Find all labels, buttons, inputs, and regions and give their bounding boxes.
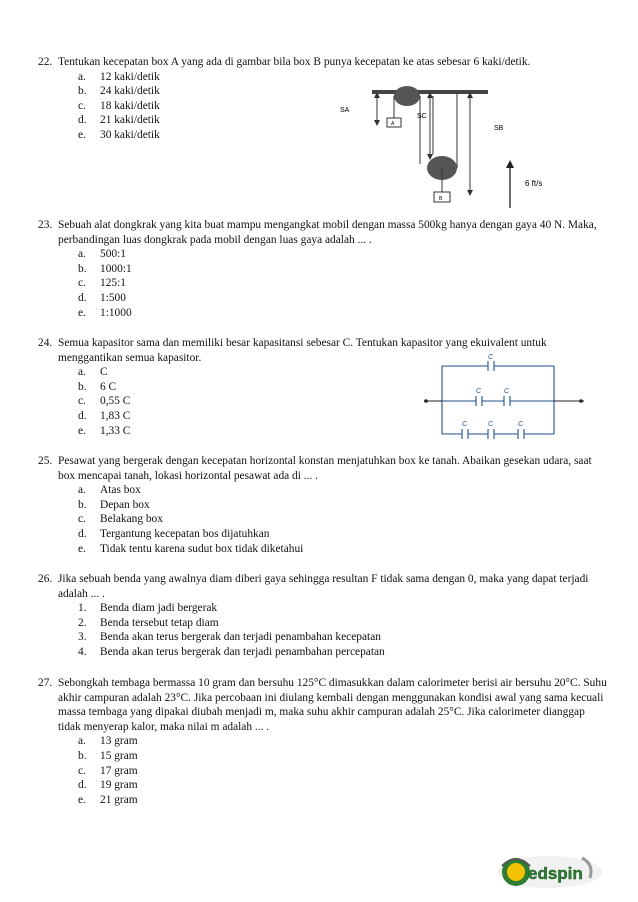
- edspin-logo: [494, 848, 606, 892]
- question-number: 22.: [38, 56, 53, 68]
- question-26: [38, 572, 608, 660]
- question-text: Pesawat yang bergerak dengan kecepatan horizontal konstan menjatuhkan box ke tanah. Abaikan gesekan udara, saat box mencapai tanah, lokasi horizontal pesawat ada di ... .: [58, 455, 592, 482]
- pulley-diagram: [330, 76, 570, 208]
- sc-label: SC: [417, 113, 427, 120]
- question-number: 26.: [38, 573, 53, 585]
- box-b-label: B: [439, 196, 443, 202]
- option: a. 13 gram: [78, 735, 138, 748]
- cap-label: C: [488, 354, 494, 361]
- option: b. Depan box: [78, 498, 150, 511]
- cap-label: C: [462, 421, 468, 428]
- option: a. 12 kaki/detik: [78, 70, 160, 83]
- option: 2. Benda tersebut tetap diam: [78, 616, 219, 629]
- option: b. 1000:1: [78, 262, 132, 275]
- option: a. 500:1: [78, 248, 126, 261]
- option: a. Atas box: [78, 484, 141, 497]
- option: d. 1,83 C: [78, 409, 131, 422]
- option: c. 0,55 C: [78, 395, 131, 408]
- box-a-label: A: [391, 121, 395, 127]
- pulley-top: [394, 86, 420, 106]
- question-number: 25.: [38, 455, 53, 467]
- question-25: [38, 454, 608, 556]
- option: c. Belakang box: [78, 513, 163, 526]
- option: e. 30 kaki/detik: [78, 128, 160, 141]
- sa-label: SA: [340, 107, 350, 114]
- option: e. Tidak tentu karena sudut box tidak diketahui: [78, 542, 304, 555]
- question-text: Tentukan kecepatan box A yang ada di gambar bila box B punya kecepatan ke atas sebesar 6 kaki/detik.: [58, 56, 531, 68]
- question-27: [38, 676, 608, 807]
- option: d. 1:500: [78, 291, 126, 304]
- option: 1. Benda diam jadi bergerak: [78, 602, 218, 615]
- question-number: 27.: [38, 677, 53, 689]
- question-text: Semua kapasitor sama dan memiliki besar kapasitansi sebesar C. Tentukan kapasitor yang ekuivalent untuk menggantikan semua kapasitor.: [58, 337, 547, 364]
- option: d. 21 kaki/detik: [78, 114, 160, 127]
- question-number: 24.: [38, 337, 53, 349]
- option: c. 125:1: [78, 277, 126, 290]
- option: b. 24 kaki/detik: [78, 85, 160, 98]
- option: e. 21 gram: [78, 793, 138, 806]
- option: c. 17 gram: [78, 764, 138, 777]
- question-number: 23.: [38, 219, 53, 231]
- option: 3. Benda akan terus bergerak dan terjadi penambahan kecepatan: [78, 631, 381, 644]
- cap-label: C: [476, 388, 482, 395]
- option: 4. Benda akan terus bergerak dan terjadi penambahan percepatan: [78, 645, 385, 658]
- question-text: Jika sebuah benda yang awalnya diam diberi gaya sehingga resultan F tidak sama dengan 0, maka yang dapat terjadi adalah ... .: [58, 573, 589, 600]
- option: d. Tergantung kecepatan bos dijatuhkan: [78, 527, 270, 540]
- cap-label: C: [504, 388, 510, 395]
- logo-text: edspin: [528, 864, 583, 883]
- option: e. 1:1000: [78, 306, 132, 319]
- cap-label: C: [518, 421, 524, 428]
- option: e. 1,33 C: [78, 424, 131, 437]
- option: d. 19 gram: [78, 779, 138, 792]
- velocity-label: 6 ft/s: [525, 179, 543, 188]
- question-23: [38, 218, 608, 320]
- option: a. C: [78, 366, 108, 379]
- question-text: Sebuah alat dongkrak yang kita buat mampu mengangkat mobil dengan massa 500kg hanya dengan gaya 40 N. Maka, perbandingan luas dongkrak pada mobil dengan luas gaya adalah ... .: [58, 219, 597, 246]
- option: b. 15 gram: [78, 749, 138, 762]
- option: b. 6 C: [78, 380, 117, 393]
- question-text: Sebongkah tembaga bermassa 10 gram dan bersuhu 125°C dimasukkan dalam calorimeter berisi air bersuhu 20°C. Suhu akhir campuran adalah 23°C. Jika percobaan ini diulang kembali dengan menggunakan kondisi awal yang sama kecuali massa tembaga yang dipakai diubah menjadi m, maka suhu akhir campuran adalah 25°C. Jika calorimeter dianggap tidak menyerap kalor, maka nilai m adalah ... .: [58, 677, 607, 733]
- sb-label: SB: [494, 125, 504, 132]
- option: c. 18 kaki/detik: [78, 99, 160, 112]
- capacitor-circuit: [422, 352, 586, 440]
- cap-label: C: [488, 421, 494, 428]
